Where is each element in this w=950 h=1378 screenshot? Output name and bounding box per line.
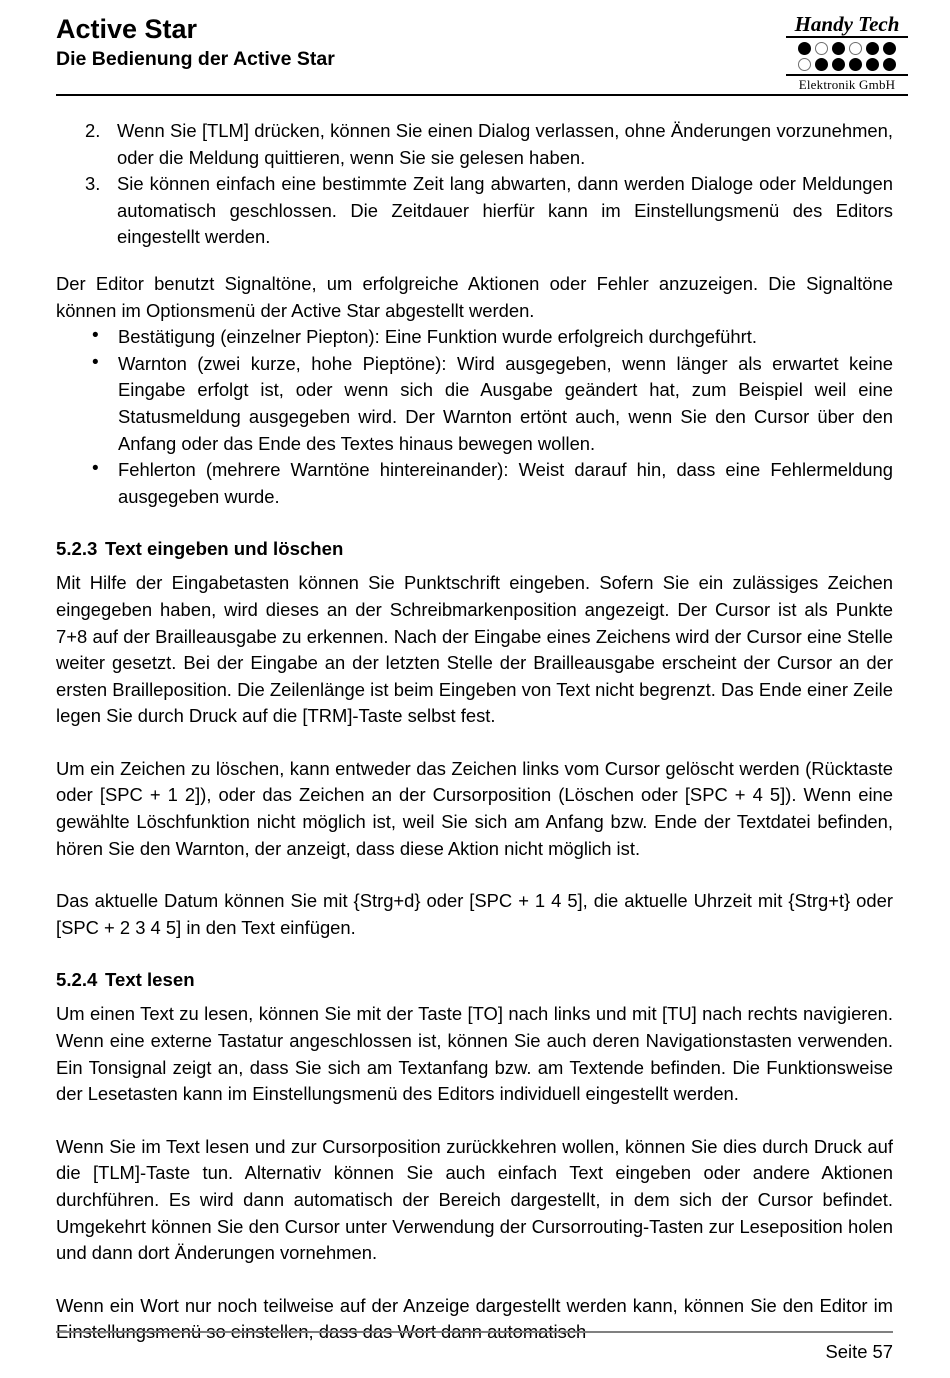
braille-cell bbox=[798, 58, 828, 71]
paragraph-datum: Das aktuelle Datum können Sie mit {Strg+d} oder [SPC + 1 4 5], die aktuelle Uhrzeit mit {Strg+t} oder [SPC + 2 3 4 5] in den Text einfügen. bbox=[56, 890, 893, 938]
heading-number: 5.2.4 bbox=[56, 969, 98, 991]
document-title: Active Star bbox=[56, 14, 198, 44]
bullet-list bbox=[56, 324, 893, 510]
paragraph-signaltoene: Der Editor benutzt Signaltöne, um erfolgreiche Aktionen oder Fehler anzuzeigen. Die Signaltöne können im Optionsmenü der Active Star abgestellt werden. bbox=[56, 272, 893, 321]
spacer bbox=[56, 941, 893, 967]
spacer bbox=[56, 993, 893, 1001]
list-item-text: Bestätigung (einzelner Piepton): Eine Funktion wurde erfolgreich durchgeführt. bbox=[118, 326, 757, 348]
page-header bbox=[0, 0, 950, 100]
braille-dot-filled bbox=[849, 58, 862, 71]
list-item bbox=[56, 118, 893, 171]
spacer bbox=[56, 862, 893, 888]
heading-title: Text lesen bbox=[105, 969, 195, 991]
braille-dot-filled bbox=[883, 58, 896, 71]
handy-tech-logo bbox=[786, 13, 908, 92]
list-item-text: Fehlerton (mehrere Warntöne hintereinander): Weist darauf hin, dass eine Fehlermeldung ausgegeben wurde. bbox=[118, 459, 893, 507]
braille-dot-hollow bbox=[815, 42, 828, 55]
braille-dot-hollow bbox=[849, 42, 862, 55]
list-item-text: Warnton (zwei kurze, hohe Pieptöne): Wird ausgegeben, wenn länger als erwartet keine Eingabe erfolgt ist, oder wenn sich die Ausgabe geändert hat, zum Beispiel weil eine Statusmeldung ausgegeben wird. Der Warnton ertönt auch, wenn Sie den Cursor über den Anfang oder das Ende des Textes hinaus bewegen wollen. bbox=[118, 352, 893, 454]
page-content bbox=[56, 118, 893, 1346]
bullet-marker: • bbox=[92, 325, 99, 347]
list-item bbox=[56, 171, 893, 251]
braille-dot-filled bbox=[883, 42, 896, 55]
spacer bbox=[56, 510, 893, 536]
spacer bbox=[56, 1267, 893, 1293]
spacer bbox=[56, 730, 893, 756]
braille-dot-filled bbox=[832, 42, 845, 55]
numbered-list bbox=[56, 118, 893, 251]
logo-wordmark: Handy Tech bbox=[794, 12, 900, 36]
logo-subtitle: Elektronik GmbH bbox=[786, 74, 908, 92]
document-subtitle: Die Bedienung der Active Star bbox=[56, 48, 335, 70]
braille-row-top bbox=[798, 42, 896, 55]
paragraph-lesen: Um einen Text zu lesen, können Sie mit der Taste [TO] nach links und mit [TU] nach rechts navigieren. Wenn eine externe Tastatur angeschlossen ist, können Sie auch deren Navigationstasten verwenden. Ein Tonsignal zeigt an, dass Sie sich am Textanfang bzw. am Textende befinden. Die Funktionsweise der Lesetasten kann im Einstellungsmenü des Editors individuell eingestellt werden. bbox=[56, 1003, 893, 1105]
list-item bbox=[56, 324, 893, 351]
braille-cell bbox=[798, 42, 828, 55]
list-item bbox=[56, 351, 893, 457]
paragraph-wort: Wenn ein Wort nur noch teilweise auf der Anzeige dargestellt werden kann, können Sie den Editor im Einstellungsmenü so einstellen, dass das Wort dann automatisch bbox=[56, 1294, 893, 1343]
footer-divider bbox=[56, 1331, 893, 1333]
spacer bbox=[56, 562, 893, 570]
heading-number: 5.2.3 bbox=[56, 538, 98, 560]
heading-5-2-4 bbox=[56, 967, 893, 993]
list-marker: 2. bbox=[85, 120, 101, 141]
braille-cell bbox=[832, 58, 862, 71]
braille-cell bbox=[866, 58, 896, 71]
braille-cell bbox=[866, 42, 896, 55]
paragraph-cursorposition: Wenn Sie im Text lesen und zur Cursorposition zurückkehren wollen, können Sie dies durch Druck auf die [TLM]-Taste tun. Alternativ können Sie auch einfach Text eingeben oder andere Aktionen durchführen. Es wird dann automatisch der Bereich dargestellt, in dem sich der Cursor befindet. Umgekehrt können Sie den Cursor unter Verwendung der Cursorrouting-Tasten zur Leseposition holen und dann dort Änderungen vornehmen. bbox=[56, 1135, 893, 1264]
list-item bbox=[56, 457, 893, 510]
page-number: Seite 57 bbox=[825, 1341, 893, 1362]
spacer bbox=[56, 251, 893, 271]
heading-5-2-3 bbox=[56, 536, 893, 562]
spacer bbox=[56, 1108, 893, 1134]
header-divider bbox=[56, 94, 908, 96]
braille-dot-filled bbox=[832, 58, 845, 71]
bullet-marker: • bbox=[92, 351, 99, 373]
braille-dot-filled bbox=[798, 42, 811, 55]
braille-row-bottom bbox=[798, 58, 896, 71]
header-titles bbox=[56, 14, 335, 71]
bullet-marker: • bbox=[92, 458, 99, 480]
heading-title: Text eingeben und löschen bbox=[105, 538, 344, 560]
list-item-text: Wenn Sie [TLM] drücken, können Sie einen Dialog verlassen, ohne Änderungen vorzunehmen, oder die Meldung quittieren, wenn Sie sie gelesen haben. bbox=[117, 120, 893, 168]
list-marker: 3. bbox=[85, 173, 101, 195]
list-item-text: Sie können einfach eine bestimmte Zeit lang abwarten, dann werden Dialoge oder Meldungen automatisch geschlossen. Die Zeitdauer hierfür kann im Einstellungsmenü des Editors eingestellt werden. bbox=[117, 173, 893, 248]
braille-dots-icon bbox=[786, 38, 908, 74]
paragraph-eingabe: Mit Hilfe der Eingabetasten können Sie Punktschrift eingeben. Sofern Sie ein zulässiges Zeichen eingegeben haben, wird dieses an der Schreibmarkenposition angezeigt. Der Cursor ist als Punkte 7+8 auf der Brailleausgabe zu erkennen. Nach der Eingabe eines Zeichens wird der Cursor eine Stelle weiter gesetzt. Bei der Eingabe an der letzten Stelle der Brailleausgabe erscheint der Cursor an der ersten Brailleposition. Die Zeilenlänge ist beim Eingeben von Text nicht begrenzt. Das Ende einer Zeile legen Sie durch Druck auf die [TRM]-Taste selbst fest. bbox=[56, 572, 893, 727]
braille-cell bbox=[832, 42, 862, 55]
braille-dot-filled bbox=[866, 58, 879, 71]
braille-dot-filled bbox=[815, 58, 828, 71]
braille-dot-filled bbox=[866, 42, 879, 55]
braille-dot-hollow bbox=[798, 58, 811, 71]
paragraph-loeschen: Um ein Zeichen zu löschen, kann entweder das Zeichen links vom Cursor gelöscht werden (Rücktaste oder [SPC + 1 2]), oder das Zeichen an der Cursorposition (Löschen oder [SPC + 4 5]). Wenn eine gewählte Löschfunktion nicht möglich ist, weil Sie sich am Anfang bzw. Ende der Textdatei befinden, hören Sie den Warnton, der anzeigt, dass diese Aktion nicht möglich ist. bbox=[56, 757, 893, 859]
